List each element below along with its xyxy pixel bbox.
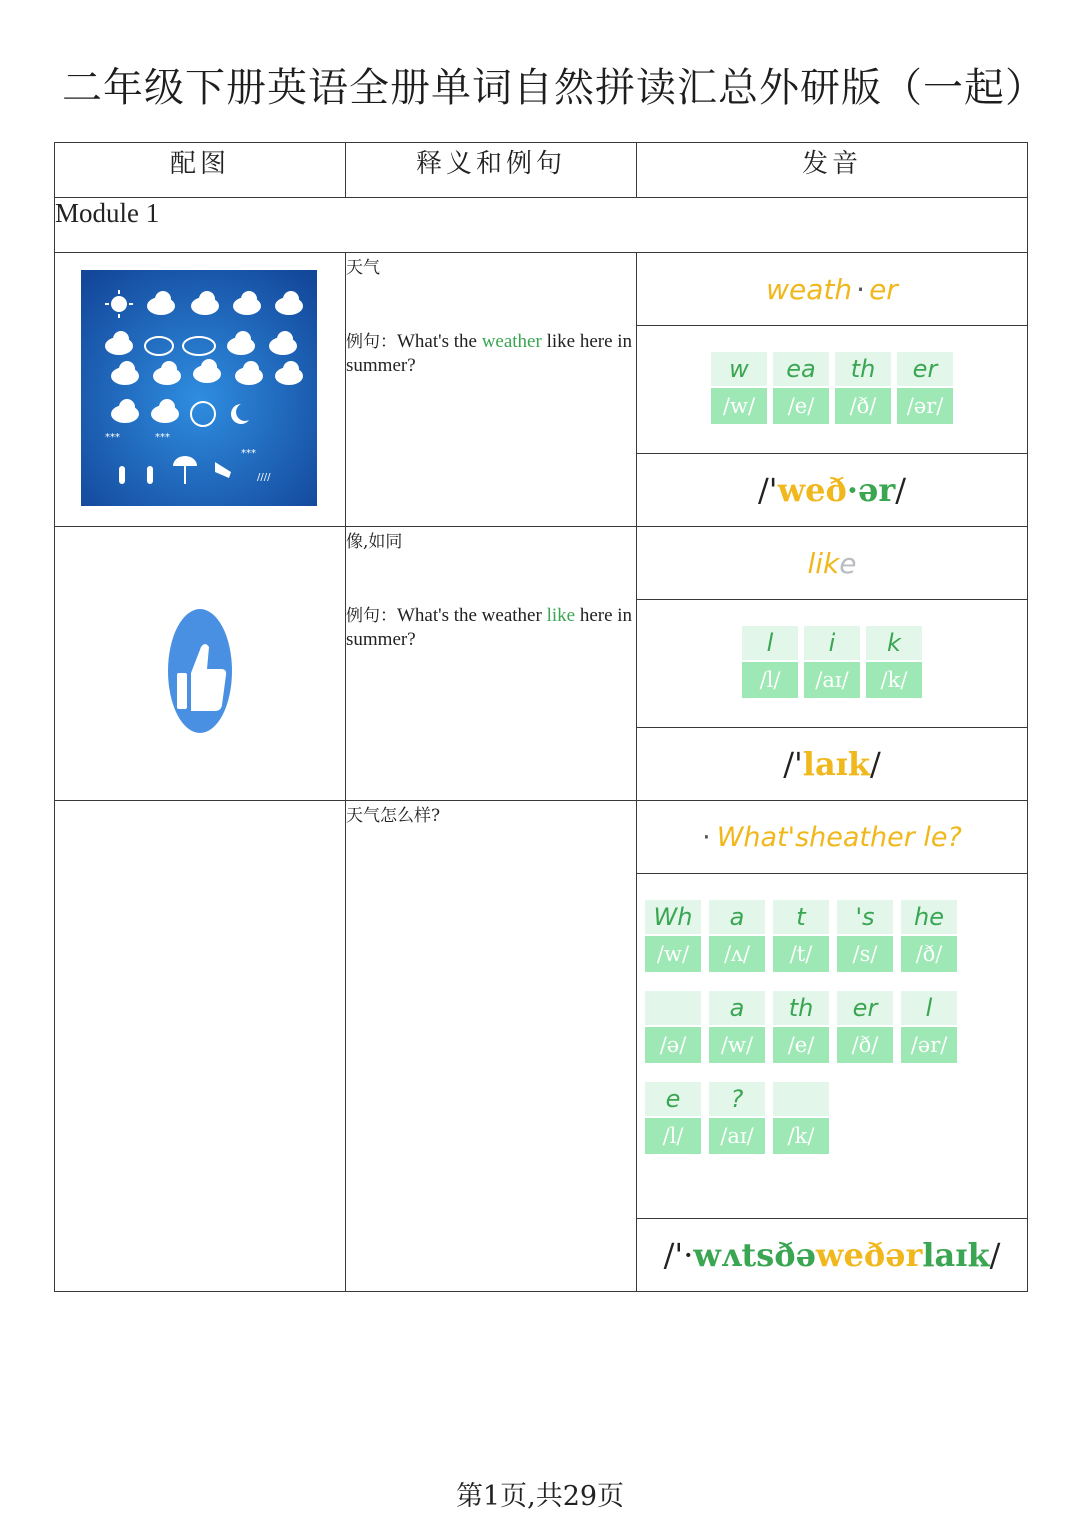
pronunciation-cell xyxy=(637,253,1028,527)
header-row xyxy=(55,143,1028,198)
tile-sound: /e/ xyxy=(773,388,829,424)
example-pre: What's the weather xyxy=(397,605,547,626)
phonics-tile xyxy=(901,900,957,972)
tile-letters: e xyxy=(645,1082,701,1116)
ipa-segment: weðər xyxy=(815,1236,923,1274)
image-cell xyxy=(55,801,346,1292)
meaning-cell xyxy=(346,527,637,801)
tile-letters xyxy=(773,1082,829,1116)
phonics-tile xyxy=(645,900,701,972)
example-sentence xyxy=(346,604,636,652)
tile-letters: he xyxy=(901,900,957,934)
tile-sound: /w/ xyxy=(711,388,767,424)
table-row xyxy=(55,527,1028,801)
ipa-segment: weð xyxy=(777,471,847,509)
meaning-text: 像,如同 xyxy=(346,532,403,552)
tile-sound: /aɪ/ xyxy=(709,1118,765,1154)
syllable-part: heather le? xyxy=(809,821,962,853)
phonics-tile xyxy=(773,1082,829,1154)
tile-letters: th xyxy=(773,991,829,1025)
example-pre: What's the xyxy=(397,331,482,352)
phonics-tiles xyxy=(637,326,1027,454)
meaning-cell xyxy=(346,801,637,1292)
tile-letters: w xyxy=(711,352,767,386)
phonics-tile xyxy=(773,352,829,424)
vocab-table xyxy=(54,142,1028,1292)
phonics-tile xyxy=(709,900,765,972)
tile-letters: er xyxy=(897,352,953,386)
page-title: 二年级下册英语全册单词自然拼读汇总外研版（一起） xyxy=(62,65,1046,111)
syllable-split xyxy=(637,801,1027,874)
syllable-silent: e xyxy=(839,546,857,580)
phonics-tile xyxy=(837,900,893,972)
example-label: 例句： xyxy=(346,606,397,626)
header-meaning: 释义和例句 xyxy=(346,143,637,198)
ipa-segment: wʌtsðə xyxy=(693,1236,816,1274)
phonics-tile xyxy=(645,1082,701,1154)
pronunciation-cell xyxy=(637,527,1028,801)
ipa-open: /'· xyxy=(663,1236,694,1274)
syllable-part: er xyxy=(869,272,898,306)
pronunciation-cell xyxy=(637,801,1028,1292)
ipa-transcription xyxy=(637,1219,1027,1291)
tile-letters: i xyxy=(804,626,860,660)
meaning-cell xyxy=(346,253,637,527)
tile-letters: t xyxy=(773,900,829,934)
ipa-open: /' xyxy=(758,471,778,509)
syllable-part: What's xyxy=(716,821,810,853)
tile-sound: /k/ xyxy=(866,662,922,698)
tile-sound: /ər/ xyxy=(897,388,953,424)
ipa-transcription xyxy=(637,454,1027,526)
phonics-tiles xyxy=(637,600,1027,728)
header-pronunciation: 发音 xyxy=(637,143,1028,198)
svg-text:***: *** xyxy=(155,432,170,443)
example-sentence xyxy=(346,330,636,378)
ipa-segment: ər xyxy=(857,471,896,509)
tile-letters: ea xyxy=(773,352,829,386)
tile-letters: l xyxy=(742,626,798,660)
phonics-tile xyxy=(709,1082,765,1154)
header-image: 配图 xyxy=(55,143,346,198)
tile-letters: l xyxy=(901,991,957,1025)
page-footer: 第1页,共29页 xyxy=(455,1481,625,1512)
thumbs-up-icon xyxy=(155,587,245,753)
example-label: 例句： xyxy=(346,332,397,352)
tile-sound: /l/ xyxy=(645,1118,701,1154)
phonics-tile xyxy=(804,626,860,698)
syllable-part: weath xyxy=(766,272,853,306)
ipa-dot: · xyxy=(846,471,858,509)
meaning-text: 天气 xyxy=(346,258,380,278)
tile-sound: /ð/ xyxy=(837,1027,893,1063)
phonics-tile xyxy=(711,352,767,424)
syllable-part: lik xyxy=(807,546,840,580)
phonics-tile xyxy=(742,626,798,698)
phonics-tile xyxy=(901,991,957,1063)
phonics-tiles xyxy=(637,874,1027,1219)
tile-letters: 's xyxy=(837,900,893,934)
ipa-segment: laɪk xyxy=(922,1236,990,1274)
syllable-dot: · xyxy=(702,821,711,853)
syllable-split xyxy=(637,253,1027,326)
tile-sound: /k/ xyxy=(773,1118,829,1154)
phonics-tile xyxy=(837,991,893,1063)
ipa-close: / xyxy=(989,1236,1001,1274)
tile-letters: a xyxy=(709,991,765,1025)
phonics-tile xyxy=(835,352,891,424)
example-keyword: like xyxy=(546,605,576,626)
tile-sound: /t/ xyxy=(773,936,829,972)
tile-sound: /ð/ xyxy=(835,388,891,424)
phonics-tile xyxy=(897,352,953,424)
module-label: Module 1 xyxy=(55,198,1028,253)
example-post: like here in summer? xyxy=(346,331,633,376)
tile-letters: k xyxy=(866,626,922,660)
tile-sound: /e/ xyxy=(773,1027,829,1063)
tile-sound: /ər/ xyxy=(901,1027,957,1063)
table-row xyxy=(55,253,1028,527)
tile-sound: /l/ xyxy=(742,662,798,698)
image-cell xyxy=(55,253,346,527)
phonics-tile xyxy=(709,991,765,1063)
ipa-close: / xyxy=(895,471,906,509)
phonics-tile xyxy=(773,991,829,1063)
svg-text:***: *** xyxy=(241,448,256,459)
example-keyword: weather xyxy=(481,331,542,352)
module-row xyxy=(55,198,1028,253)
syllable-dot: · xyxy=(856,272,866,306)
example-post: here in summer? xyxy=(346,605,633,650)
tile-sound: /ə/ xyxy=(645,1027,701,1063)
ipa-open: /' xyxy=(783,745,803,783)
image-cell xyxy=(55,527,346,801)
tile-letters xyxy=(645,991,701,1025)
tile-letters: ? xyxy=(709,1082,765,1116)
weather-icons-image xyxy=(81,270,317,506)
tile-sound: /s/ xyxy=(837,936,893,972)
tile-letters: er xyxy=(837,991,893,1025)
phonics-tile xyxy=(773,900,829,972)
tile-sound: /ʌ/ xyxy=(709,936,765,972)
ipa-close: / xyxy=(870,745,881,783)
phonics-tile xyxy=(645,991,701,1063)
svg-text:////: //// xyxy=(257,472,271,483)
tile-letters: a xyxy=(709,900,765,934)
tile-sound: /ð/ xyxy=(901,936,957,972)
phonics-tile xyxy=(866,626,922,698)
tile-letters: Wh xyxy=(645,900,701,934)
syllable-split xyxy=(637,527,1027,600)
ipa-transcription xyxy=(637,728,1027,800)
tile-sound: /w/ xyxy=(645,936,701,972)
svg-text:***: *** xyxy=(105,432,120,443)
tile-sound: /aɪ/ xyxy=(804,662,860,698)
tile-letters: th xyxy=(835,352,891,386)
tile-sound: /w/ xyxy=(709,1027,765,1063)
ipa-segment: laɪk xyxy=(802,745,870,783)
table-row xyxy=(55,801,1028,1292)
meaning-text: 天气怎么样? xyxy=(346,806,441,826)
